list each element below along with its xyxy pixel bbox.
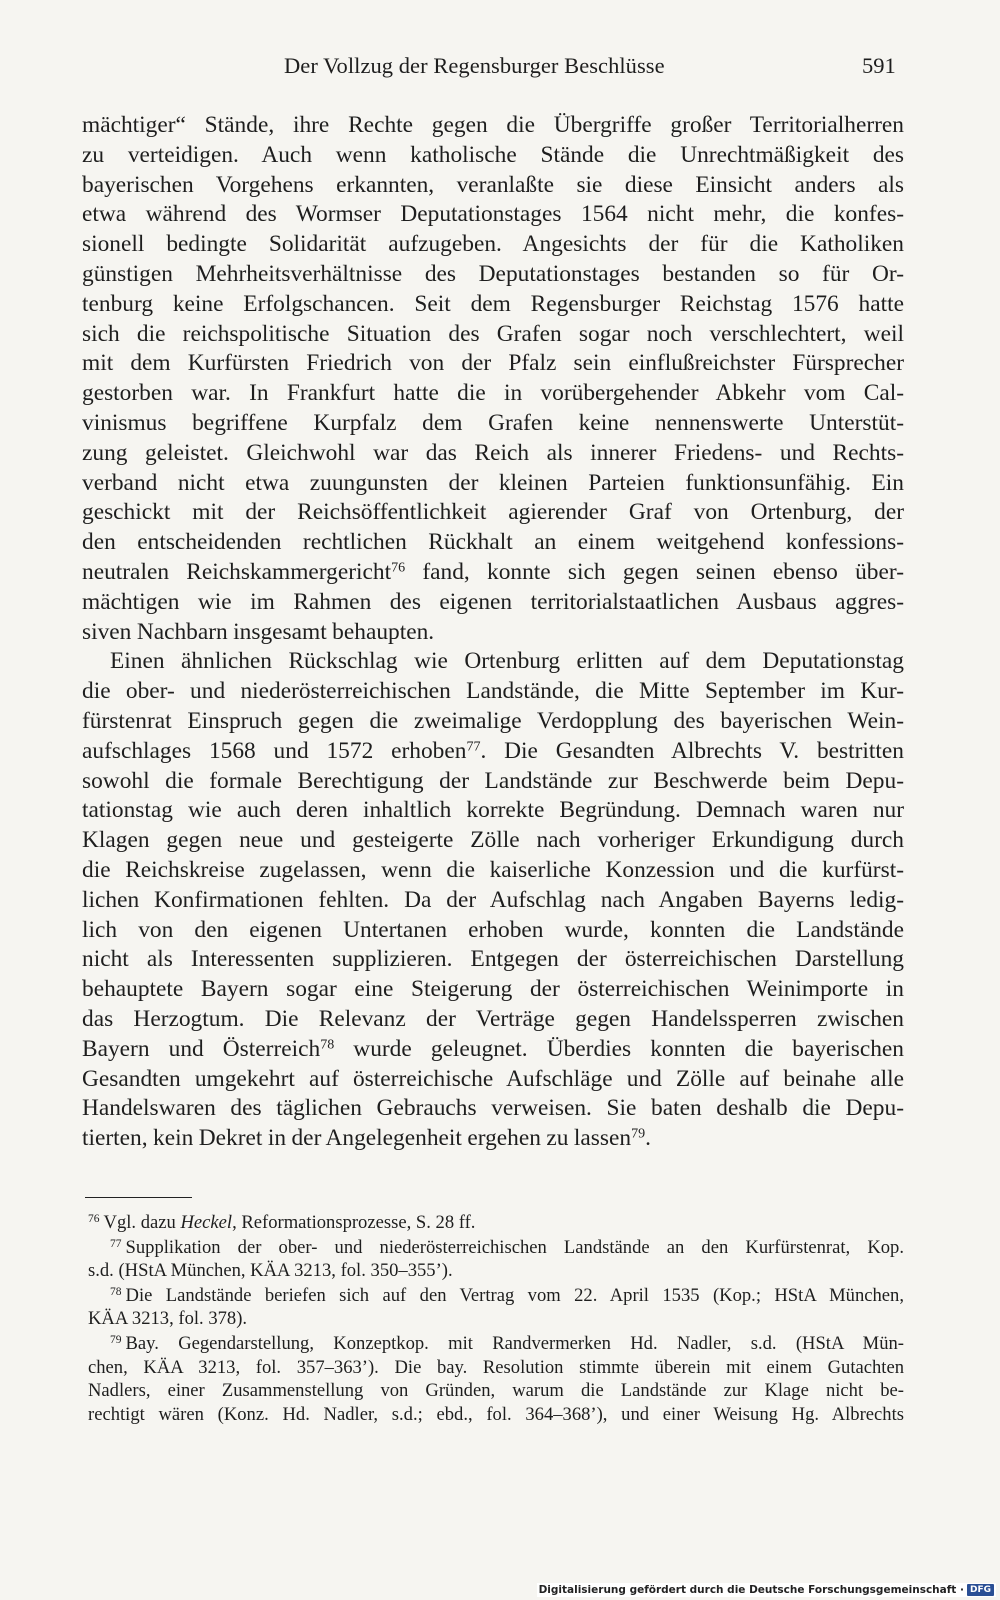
text-line: lich von den eigenen Untertanen erhoben wurde, konnten die Landstände — [82, 916, 904, 943]
text-line: mächtigen wie im Rahmen des eigenen territorialstaatlichen Ausbaus aggres- — [82, 588, 904, 615]
footnote-number: 77 — [110, 1237, 122, 1250]
footnote-78: $^{78}$ Die Landstände beriefen sich auf den Vertrag vom 22. April 1535 (Kop.; HStA München, KÄA 3213, fol. 378). — [88, 1284, 904, 1330]
text-line: das Herzogtum. Die Relevanz der Verträge gegen Handelssperren zwischen — [82, 1005, 904, 1032]
page-number: 591 — [862, 53, 896, 78]
footnote-ref-78: 78 — [320, 1035, 335, 1052]
text-line: lichen Konfirmationen fehlten. Da der Aufschlag nach Angaben Bayerns ledig- — [82, 886, 904, 913]
text-line: sich die reichspolitische Situation des Grafen sogar noch verschlechtert, weil — [82, 320, 904, 347]
text-line: Bayern und Österreich$^{78}$ wurde geleugnet. Überdies konnten die bayerischen — [82, 1035, 904, 1062]
text-line: tenburg keine Erfolgschancen. Seit dem Regensburger Reichstag 1576 hatte — [82, 290, 904, 317]
text-line: bayerischen Vorgehens erkannten, veranlaßte sie diese Einsicht anders als — [82, 171, 904, 198]
text-line: zung geleistet. Gleichwohl war das Reich als innerer Friedens- und Rechts- — [82, 439, 904, 466]
text-line: tationstag wie auch deren inhaltlich korrekte Begründung. Demnach waren nur — [82, 797, 904, 824]
text-line: Klagen gegen neue und gesteigerte Zölle nach vorheriger Erkundigung durch — [82, 827, 904, 854]
text-line: nicht als Interessenten supplizieren. Entgegen der österreichischen Darstellung — [82, 946, 904, 973]
text-line: fürstenrat Einspruch gegen die zweimalige Verdopplung des bayerischen Wein- — [82, 707, 904, 734]
footnote-ref-77: 77 — [466, 738, 481, 755]
author-name: Heckel — [180, 1212, 233, 1233]
text-line: behauptete Bayern sogar eine Steigerung der österreichischen Weinimporte in — [82, 976, 904, 1003]
text-line: die ober- und niederösterreichischen Landstände, die Mitte September im Kur- — [82, 678, 904, 705]
text-line: geschickt mit der Reichsöffentlichkeit agierender Graf von Ortenburg, der — [82, 499, 904, 526]
dfg-logo: DFG — [967, 1584, 994, 1596]
text-line: vinismus begriffene Kurpfalz dem Grafen keine nennenswerte Unterstüt- — [82, 409, 904, 436]
footnote-77: $^{77}$ Supplikation der ober- und niederösterreichischen Landstände an den Kurfürstenrat, Kop. s.d. (HStA München, KÄA 3213, fol. 350–355’). — [88, 1236, 904, 1282]
footnotes — [88, 1211, 904, 1427]
text-line: Handelswaren des täglichen Gebrauchs verweisen. Sie baten deshalb die Depu- — [82, 1095, 904, 1122]
text-line: gestorben war. In Frankfurt hatte die in vorübergehender Abkehr vom Cal- — [82, 380, 904, 407]
text-line: aufschlages 1568 und 1572 erhoben$^{77}$. Die Gesandten Albrechts V. bestritten — [82, 737, 904, 764]
text-line: Einen ähnlichen Rückschlag wie Ortenburg erlitten auf dem Deputationstag — [110, 648, 904, 675]
running-title: Der Vollzug der Regensburger Beschlüsse — [284, 53, 665, 78]
digitization-text: Digitalisierung gefördert durch die Deutsche Forschungsgemeinschaft · — [538, 1584, 964, 1596]
text-line: sowohl die formale Berechtigung der Landstände zur Beschwerde beim Depu- — [82, 767, 904, 794]
footnote-ref-79: 79 — [631, 1125, 646, 1142]
text-line: mächtiger“ Stände, ihre Rechte gegen die Übergriffe großer Territorialherren — [82, 112, 904, 138]
digitization-credit — [537, 1583, 996, 1597]
text-line: Gesandten umgekehrt auf österreichische Aufschläge und Zölle auf beinahe alle — [82, 1065, 904, 1092]
text-line: die Reichskreise zugelassen, wenn die kaiserliche Konzession und die kurfürst- — [82, 856, 904, 883]
footnote-ref-76: 76 — [391, 559, 406, 576]
text-line: zu verteidigen. Auch wenn katholische Stände die Unrechtmäßigkeit des — [82, 141, 904, 168]
text-line: mit dem Kurfürsten Friedrich von der Pfalz sein einflußreichster Fürsprecher — [82, 350, 904, 377]
footnote-separator — [85, 1197, 192, 1198]
text-line: siven Nachbarn insgesamt behaupten. — [82, 618, 435, 645]
text-line: verband nicht etwa zuungunsten der kleinen Parteien funktionsunfähig. Ein — [82, 469, 904, 496]
footnote-number: 76 — [88, 1213, 100, 1226]
text-line: neutralen Reichskammergericht$^{76}$ fand, konnte sich gegen seinen ebenso über- — [82, 558, 904, 585]
footnote-79: $^{79}$ Bay. Gegendarstellung, Konzeptkop. mit Randvermerken Hd. Nadler, s.d. (HStA Mün- chen, KÄA 3213, fol. 357–363’). Die bay. Resolution stimmte überein mit einem Gutachten Nadlers, einer Zusammenstellung von Gründen, warum die Landstände zur Klage nicht be- rechtigt wären (Konz. Hd. Nadler, s.d.; ebd., fol. 364–368’), und einer Weisung Hg. Albrechts — [88, 1332, 904, 1425]
footnote-number: 79 — [110, 1334, 122, 1347]
text-line: den entscheidenden rechtlichen Rückhalt an einem weitgehend konfessions- — [82, 529, 904, 556]
main-text — [82, 111, 904, 1154]
footnote-number: 78 — [110, 1286, 122, 1299]
text-line: tierten, kein Dekret in der Angelegenheit ergehen zu lassen$^{79}$. — [82, 1125, 651, 1152]
text-line: etwa während des Wormser Deputationstages 1564 nicht mehr, die konfes- — [82, 201, 904, 228]
text-line: sionell bedingte Solidarität aufzugeben. Angesichts der für die Katholiken — [82, 231, 904, 258]
text-line: günstigen Mehrheitsverhältnisse des Deputationstages bestanden so für Or- — [82, 260, 904, 287]
footnote-76: $^{76}$ Vgl. dazu Heckel, Reformationsprozesse, S. 28 ff. — [88, 1212, 476, 1233]
